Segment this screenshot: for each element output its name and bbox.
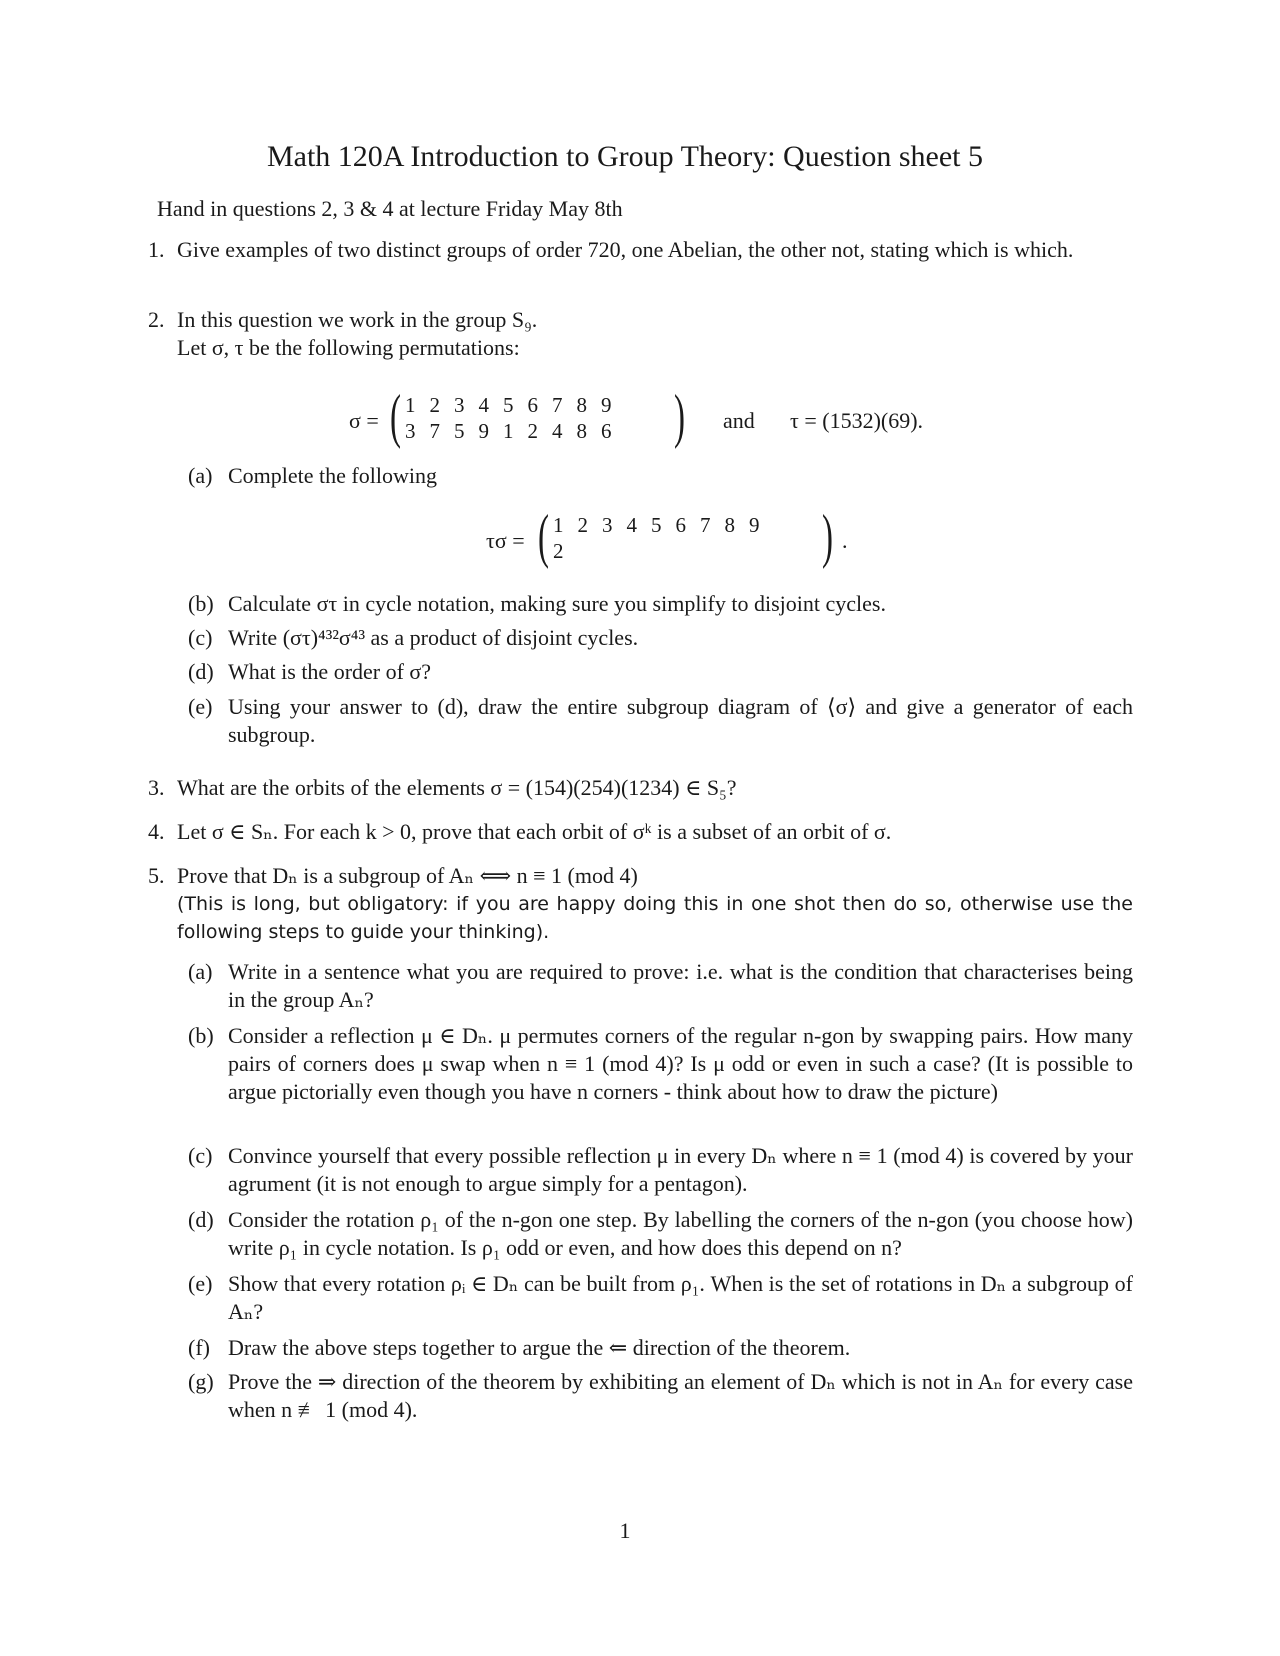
sub-label: (e) xyxy=(188,1271,213,1296)
permutation-entry: 2 xyxy=(553,538,564,563)
tau-definition: τ = (1532)(69). xyxy=(790,408,924,433)
question-number: 3. xyxy=(148,775,165,800)
sub-label: (f) xyxy=(188,1335,210,1360)
permutation-entry: 9 xyxy=(478,418,489,443)
permutation-entry: 1 xyxy=(503,418,514,443)
question-5b xyxy=(188,1022,1133,1106)
tausigma-permutation-matrix xyxy=(546,512,767,564)
page-number: 1 xyxy=(619,1518,631,1543)
sub-label: (d) xyxy=(188,659,214,684)
permutation-entry: 7 xyxy=(429,418,440,443)
permutation-entry: 1 xyxy=(553,512,564,537)
sub-text: Draw the above steps together to argue the ⇐ direction of the theorem. xyxy=(228,1335,851,1360)
sub-label: (d) xyxy=(188,1207,214,1232)
question-number: 4. xyxy=(148,819,165,844)
sigma-top-row xyxy=(398,392,619,418)
question-text: Give examples of two distinct groups of order 720, one Abelian, the other not, stating which is which. xyxy=(177,237,1074,262)
permutation-entry: 8 xyxy=(576,418,587,443)
question-text-line-2: Let σ, τ be the following permutations: xyxy=(177,335,520,360)
permutation-entry: 4 xyxy=(626,512,637,537)
permutation-entry: 7 xyxy=(700,512,711,537)
sub-text: Write (στ)⁴³²σ⁴³ as a product of disjoint cycles. xyxy=(228,625,639,650)
question-1 xyxy=(148,236,1133,264)
question-text: Let σ ∈ Sₙ. For each k > 0, prove that each orbit of σᵏ is a subset of an orbit of σ. xyxy=(177,819,892,844)
hand-in-instructions: Hand in questions 2, 3 & 4 at lecture Friday May 8th xyxy=(157,196,623,221)
permutation-entry: 4 xyxy=(478,392,489,417)
permutation-entry: 5 xyxy=(503,392,514,417)
tausigma-top-row xyxy=(546,512,767,538)
permutation-entry: 8 xyxy=(724,512,735,537)
question-text: In this question we work in the group S₉. xyxy=(177,307,538,332)
permutation-entry: 3 xyxy=(454,392,465,417)
permutation-entry: 6 xyxy=(601,418,612,443)
and-text: and xyxy=(723,408,755,433)
question-2c xyxy=(188,624,1133,652)
permutation-entry: 5 xyxy=(651,512,662,537)
permutation-entry: 5 xyxy=(454,418,465,443)
left-paren: ( xyxy=(390,383,401,449)
sub-label: (b) xyxy=(188,1023,214,1048)
sub-label: (e) xyxy=(188,694,213,719)
sub-text: Write in a sentence what you are required to prove: i.e. what is the condition that characterises being in the group Aₙ? xyxy=(228,959,1133,1012)
permutation-entry: 4 xyxy=(552,418,563,443)
question-text: Prove that Dₙ is a subgroup of Aₙ ⟺ n ≡ 1 (mod 4) xyxy=(177,863,638,888)
question-2 xyxy=(148,306,1133,362)
sub-text: What is the order of σ? xyxy=(228,659,432,684)
sub-text: Prove the ⇒ direction of the theorem by exhibiting an element of Dₙ which is not in Aₙ for every case when n ≢ 1 (mod 4). xyxy=(228,1369,1133,1422)
permutation-entry: 3 xyxy=(602,512,613,537)
question-note: (This is long, but obligatory: if you are happy doing this in one shot then do so, otherwise use the following steps to guide your thinking). xyxy=(177,893,1133,943)
sub-text: Consider a reflection μ ∈ Dₙ. μ permutes corners of the regular n-gon by swapping pairs. How many pairs of corners does μ swap when n ≡ 1 (mod 4)? Is μ odd or even in such a case? (It is possible to argue pictorially even though you have n corners - think about how to draw the picture) xyxy=(228,1023,1133,1104)
question-3 xyxy=(148,774,1133,802)
sigma-label: σ = xyxy=(349,408,379,433)
sub-label: (c) xyxy=(188,625,213,650)
question-5d xyxy=(188,1206,1133,1262)
sigma-bottom-row xyxy=(398,418,619,444)
question-number: 1. xyxy=(148,237,165,262)
question-5a xyxy=(188,958,1133,1014)
permutation-entry: 9 xyxy=(601,392,612,417)
permutation-entry xyxy=(693,538,718,564)
permutation-entry: 8 xyxy=(576,392,587,417)
permutation-entry xyxy=(620,538,645,564)
sub-label: (g) xyxy=(188,1369,214,1394)
question-2e xyxy=(188,693,1133,749)
permutation-entry: 3 xyxy=(405,418,416,443)
permutation-entry xyxy=(718,538,743,564)
permutation-entry xyxy=(742,538,767,564)
sub-label: (a) xyxy=(188,463,213,488)
sub-text: Show that every rotation ρᵢ ∈ Dₙ can be built from ρ₁. When is the set of rotations in Dₙ a subgroup of Aₙ? xyxy=(228,1271,1133,1324)
question-5e xyxy=(188,1270,1133,1326)
permutation-entry: 6 xyxy=(527,392,538,417)
sub-text: Convince yourself that every possible reflection μ in every Dₙ where n ≡ 1 (mod 4) is covered by your agrument (it is not enough to argue simply for a pentagon). xyxy=(228,1143,1133,1196)
question-5 xyxy=(148,862,1133,946)
question-5g xyxy=(188,1368,1133,1424)
tausigma-bottom-row xyxy=(546,538,767,564)
permutation-entry xyxy=(571,538,596,564)
sub-label: (b) xyxy=(188,591,214,616)
permutation-entry: 2 xyxy=(527,418,538,443)
sigma-permutation-matrix xyxy=(398,392,619,444)
left-paren: ( xyxy=(538,503,549,569)
permutation-entry xyxy=(669,538,694,564)
question-2a xyxy=(188,462,1133,490)
question-5f xyxy=(188,1334,1133,1362)
sub-label: (a) xyxy=(188,959,213,984)
tausigma-period: . xyxy=(842,528,848,553)
permutation-entry xyxy=(595,538,620,564)
question-5c xyxy=(188,1142,1133,1198)
question-2b xyxy=(188,590,1133,618)
tausigma-label: τσ = xyxy=(486,528,525,553)
permutation-entry: 2 xyxy=(429,392,440,417)
sub-text: Complete the following xyxy=(228,463,437,488)
question-4 xyxy=(148,818,1133,846)
sub-text: Using your answer to (d), draw the entire subgroup diagram of ⟨σ⟩ and give a generator of each subgroup. xyxy=(228,694,1133,747)
permutation-entry: 6 xyxy=(675,512,686,537)
sub-label: (c) xyxy=(188,1143,213,1168)
permutation-entry: 9 xyxy=(749,512,760,537)
permutation-entry: 2 xyxy=(577,512,588,537)
page-title: Math 120A Introduction to Group Theory: Question sheet 5 xyxy=(266,140,983,173)
sub-text: Calculate στ in cycle notation, making sure you simplify to disjoint cycles. xyxy=(228,591,886,616)
permutation-entry: 1 xyxy=(405,392,416,417)
right-paren: ) xyxy=(674,383,685,449)
question-number: 2. xyxy=(148,307,165,332)
permutation-entry xyxy=(644,538,669,564)
sub-text: Consider the rotation ρ₁ of the n-gon one step. By labelling the corners of the n-gon (you choose how) write ρ₁ in cycle notation. Is ρ₁ odd or even, and how does this depend on n? xyxy=(228,1207,1133,1260)
permutation-entry: 7 xyxy=(552,392,563,417)
question-number: 5. xyxy=(148,863,165,888)
right-paren: ) xyxy=(822,503,833,569)
question-2d xyxy=(188,658,1133,686)
question-text: What are the orbits of the elements σ = (154)(254)(1234) ∈ S₅? xyxy=(177,775,737,800)
